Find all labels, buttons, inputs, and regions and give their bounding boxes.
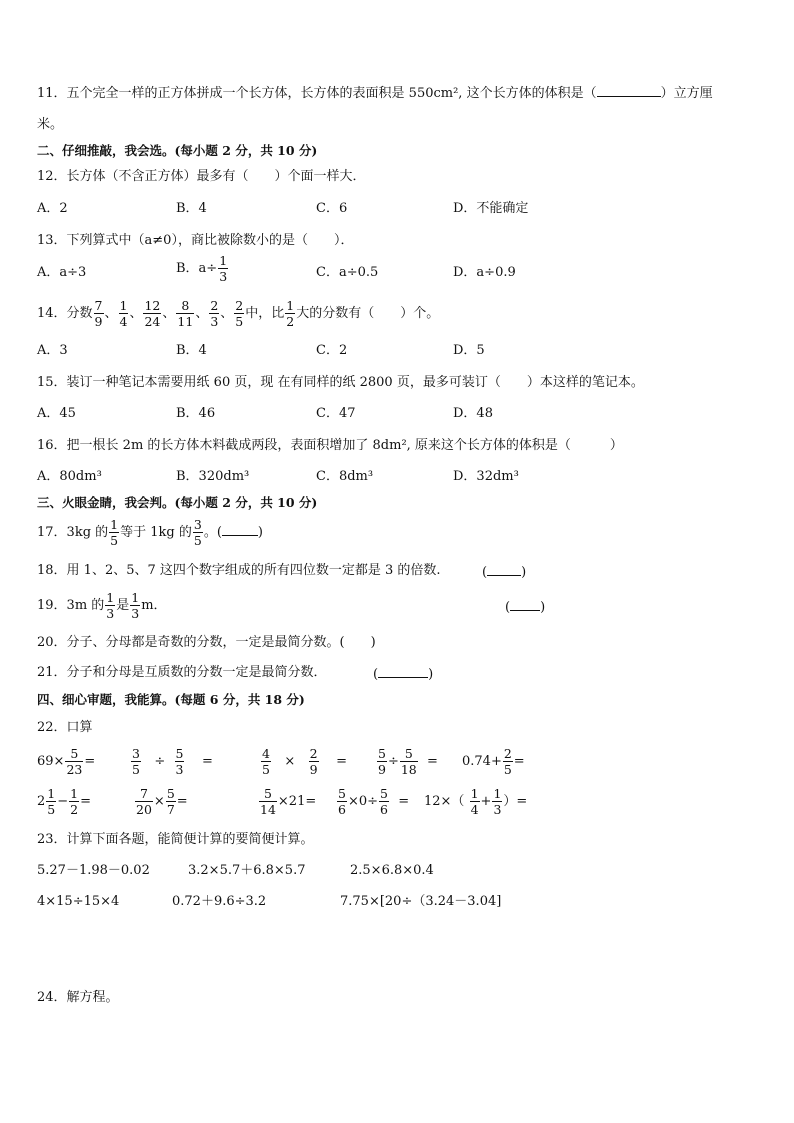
option-b[interactable]: B．4 bbox=[176, 343, 207, 358]
calc-expression: 4×15÷15×4 bbox=[37, 894, 120, 909]
option-d[interactable]: D．5 bbox=[453, 343, 485, 358]
oral-calc-3: $\frac{4}{5}$ × $\frac{2}{9}$ = bbox=[262, 746, 348, 777]
option-d[interactable]: D．32dm³ bbox=[453, 469, 519, 484]
oral-calc-2: $\frac{3}{5}$ ÷ $\frac{5}{3}$ = bbox=[132, 746, 213, 777]
fraction: $\frac{1}{3}$ bbox=[219, 253, 228, 284]
oral-calc-10: 12×（ $\frac{1}{4}$ + $\frac{1}{3}$ ）= bbox=[424, 786, 528, 817]
option-c[interactable]: C．6 bbox=[316, 201, 348, 216]
oral-calc-7: $\frac{7}{20}$ × $\frac{5}{7}$ = bbox=[136, 786, 188, 817]
option-d[interactable]: D．a÷0.9 bbox=[453, 265, 516, 280]
option-d[interactable]: D．48 bbox=[453, 406, 493, 421]
option-a[interactable]: A．45 bbox=[37, 406, 76, 421]
judge-paren[interactable]: ( ) bbox=[482, 565, 527, 580]
calc-expression: 3.2×5.7＋6.8×5.7 bbox=[188, 863, 306, 878]
question-13: 13．下列算式中（a≠0），商比被除数小的是（ ）． bbox=[37, 233, 354, 248]
option-b[interactable]: B．a÷ $\frac{1}{3}$ bbox=[176, 253, 228, 284]
option-c[interactable]: C．8dm³ bbox=[316, 469, 374, 484]
option-a[interactable]: A．80dm³ bbox=[37, 469, 102, 484]
answer-blank[interactable] bbox=[597, 84, 661, 97]
calc-expression: 5.27－1.98－0.02 bbox=[37, 863, 150, 878]
answer-blank[interactable] bbox=[510, 598, 540, 611]
question-14: 14．分数 $\frac{7}{9}$ 、 $\frac{1}{4}$ 、 $\frac{12}{24}$ 、 $\frac{8}{11}$ 、 $\frac{2}{3}$ 、 $\frac{2}{5}$ 中，比 $\frac{1}{2}$ 大的分数有（ ）个。 bbox=[37, 298, 440, 329]
option-a[interactable]: A．2 bbox=[37, 201, 68, 216]
calc-expression: 7.75×[20÷（3.24－3.04] bbox=[340, 894, 502, 909]
question-22-title: 22．口算 bbox=[37, 720, 93, 735]
question-21: 21．分子和分母是互质数的分数一定是最简分数． bbox=[37, 665, 327, 680]
option-a[interactable]: A．3 bbox=[37, 343, 68, 358]
oral-calc-1: 69× $\frac{5}{23}$ = bbox=[37, 746, 96, 777]
answer-blank[interactable] bbox=[378, 665, 428, 678]
question-12: 12．长方体（不含正方体）最多有（ ）个面一样大． bbox=[37, 169, 366, 184]
oral-calc-5: 0.74+ $\frac{2}{5}$ = bbox=[462, 746, 525, 777]
calc-expression: 2.5×6.8×0.4 bbox=[350, 863, 434, 878]
judge-paren[interactable]: ( ) bbox=[373, 667, 434, 682]
option-c[interactable]: C．2 bbox=[316, 343, 348, 358]
option-b[interactable]: B．46 bbox=[176, 406, 216, 421]
option-a[interactable]: A．a÷3 bbox=[37, 265, 87, 280]
question-18: 18．用 1、2、5、7 这四个数字组成的所有四位数一定都是 3 的倍数. bbox=[37, 563, 441, 578]
question-23-title: 23．计算下面各题，能简便计算的要简便计算。 bbox=[37, 832, 314, 847]
answer-blank[interactable] bbox=[487, 563, 521, 576]
answer-blank[interactable] bbox=[222, 523, 258, 536]
oral-calc-9: $\frac{5}{6}$ ×0÷ $\frac{5}{6}$ = bbox=[338, 786, 410, 817]
question-16: 16．把一根长 2m 的长方体木料截成两段，表面积增加了 8dm², 原来这个长方体的体积是（ ） bbox=[37, 438, 623, 453]
option-c[interactable]: C．a÷0.5 bbox=[316, 265, 379, 280]
option-b[interactable]: B．320dm³ bbox=[176, 469, 250, 484]
section-2-heading: 二、仔细推敲，我会选。(每小题 2 分，共 10 分) bbox=[37, 143, 318, 158]
option-d[interactable]: D．不能确定 bbox=[453, 201, 529, 216]
judge-paren[interactable]: ( ) bbox=[505, 600, 546, 615]
section-4-heading: 四、细心审题，我能算。(每题 6 分，共 18 分) bbox=[37, 692, 305, 707]
question-11-continued: 米。 bbox=[37, 117, 64, 132]
oral-calc-6: 2 $\frac{1}{5}$ − $\frac{1}{2}$ = bbox=[37, 786, 91, 817]
option-b[interactable]: B．4 bbox=[176, 201, 207, 216]
question-20: 20．分子、分母都是奇数的分数，一定是最简分数。( ) bbox=[37, 635, 376, 650]
oral-calc-8: $\frac{5}{14}$ ×21= bbox=[260, 786, 317, 817]
question-24-title: 24．解方程。 bbox=[37, 990, 119, 1005]
question-15: 15．装订一种笔记本需要用纸 60 页，现 在有同样的纸 2800 页，最多可装订（ ）本这样的笔记本。 bbox=[37, 375, 644, 390]
oral-calc-4: $\frac{5}{9}$ ÷ $\frac{5}{18}$ = bbox=[378, 746, 438, 777]
question-17: 17．3kg 的 $\frac{1}{5}$ 等于 1kg 的 $\frac{3}{5}$ 。( ) bbox=[37, 517, 263, 548]
section-3-heading: 三、火眼金睛，我会判。(每小题 2 分，共 10 分) bbox=[37, 495, 318, 510]
calc-expression: 0.72＋9.6÷3.2 bbox=[172, 894, 267, 909]
question-11: 11．五个完全一样的正方体拼成一个长方体，长方体的表面积是 550cm², 这个长方体的体积是（ ）立方厘 bbox=[37, 86, 713, 101]
question-19: 19．3m 的 $\frac{1}{3}$ 是 $\frac{1}{3}$ m． bbox=[37, 590, 167, 621]
option-c[interactable]: C．47 bbox=[316, 406, 356, 421]
